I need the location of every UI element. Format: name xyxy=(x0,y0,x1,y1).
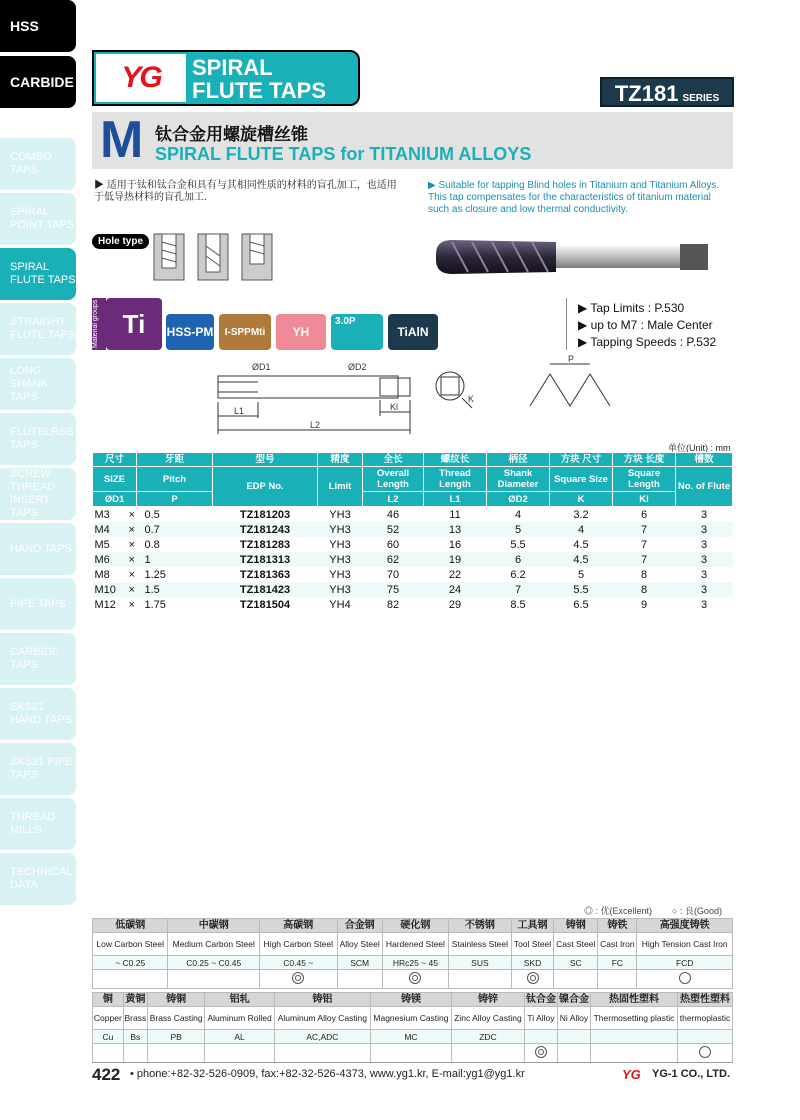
table-row xyxy=(93,537,733,552)
material-row-cn xyxy=(93,993,733,1007)
spec-cell-k: 4.5 xyxy=(573,538,589,551)
material-en: Thermosetting plastic xyxy=(590,1007,677,1030)
material-en: Cast Steel xyxy=(554,933,598,956)
hole-type-label: Hole type xyxy=(92,234,149,249)
spec-cell-k: 4 xyxy=(550,522,613,537)
excellent-mark-icon xyxy=(292,972,304,984)
d2-label: ØD2 xyxy=(348,362,367,372)
material-en: Cast Iron xyxy=(598,933,637,956)
spec-table xyxy=(92,452,733,612)
feature-tapping-speeds: ▶ Tapping Speeds : P.532 xyxy=(578,335,717,349)
spec-cell-k: 5 xyxy=(577,568,585,581)
material-en: Zinc Alloy Casting xyxy=(451,1007,524,1030)
material-spec xyxy=(590,1030,677,1044)
blind-hole-icon-2 xyxy=(198,234,228,280)
sidebar-tab-label: COMBO TAPS xyxy=(10,151,52,176)
material-en: Tool Steel xyxy=(511,933,553,956)
sidebar-tab-label: SKS21 HAND TAPS xyxy=(10,701,72,726)
material-en: Copper xyxy=(93,1007,124,1030)
excellent-mark-icon xyxy=(527,972,539,984)
sidebar-tab-label: CARBIDE xyxy=(10,73,74,90)
spec-cell-flutes: 3 xyxy=(676,552,733,567)
pitch-badge xyxy=(331,314,383,350)
sidebar-tab-straight-flute[interactable] xyxy=(0,303,76,355)
spec-cell-pitch: 1.5 xyxy=(137,582,213,597)
material-spec: SCM xyxy=(337,956,382,970)
material-cn: 钛合金 xyxy=(525,993,556,1005)
sidebar-tab-label: SPIRAL POINT TAPS xyxy=(10,206,75,231)
limit-header-cn: 精度 xyxy=(318,453,363,467)
limit-header-en: Limit xyxy=(318,467,363,507)
oal-header-cn: 全长 xyxy=(363,453,424,467)
spec-cell-l1: 13 xyxy=(424,522,487,537)
material-spec: ~ C0.25 xyxy=(93,956,168,970)
table-row xyxy=(93,567,733,582)
sidebar-tab-label: CARBIDE TAPS xyxy=(10,646,59,671)
spec-cell-size: M8 xyxy=(94,568,110,581)
material-cn: 铝轧 xyxy=(205,993,274,1007)
tap-dimension-drawing xyxy=(200,354,740,438)
material-row-en xyxy=(93,933,733,956)
product-title-cn: 钛合金用螺旋槽丝锥 xyxy=(155,125,308,144)
sidebar-tab-sks21-hand[interactable] xyxy=(0,688,76,740)
sidebar-tab-combo[interactable] xyxy=(0,138,76,190)
sl-header-cn: 方块 长度 xyxy=(613,453,676,467)
spec-cell-size: M3 xyxy=(94,508,110,521)
material-spec: Cu xyxy=(93,1030,124,1044)
sidebar-tab-spiral-flute[interactable] xyxy=(0,248,76,300)
sidebar-tab-technical-data[interactable] xyxy=(0,853,76,905)
material-rating xyxy=(123,1044,147,1063)
material-cn: 镍合金 xyxy=(558,993,589,1005)
spec-cell-edp: TZ181313 xyxy=(213,552,318,567)
material-spec: AC,ADC xyxy=(274,1030,370,1044)
spec-cell-l2: 52 xyxy=(363,522,424,537)
k-label: K xyxy=(468,394,475,404)
spec-cell-flutes: 3 xyxy=(676,522,733,537)
spec-cell-x: × xyxy=(128,508,135,521)
material-rating xyxy=(590,1044,677,1063)
pitch-header-sym: P xyxy=(137,492,213,507)
material-cn: 工具钢 xyxy=(511,919,553,933)
material-cn: 铸铜 xyxy=(147,993,204,1007)
spec-cell-pitch: 0.8 xyxy=(144,538,160,551)
material-spec: FC xyxy=(598,956,637,970)
material-spec: SUS xyxy=(448,956,511,970)
section-title-line1: SPIRAL xyxy=(192,55,273,80)
sl-header-sym: Kl xyxy=(613,492,676,507)
tl-header-sym: L1 xyxy=(424,492,487,507)
oal-header-en: Overall Length xyxy=(363,467,424,492)
spec-cell-edp: TZ181423 xyxy=(213,582,318,597)
material-row-mark xyxy=(93,1044,733,1063)
material-spec: SKD xyxy=(511,956,553,970)
edp-header-en: EDP No. xyxy=(213,467,318,507)
material-rating xyxy=(511,970,553,989)
table-row xyxy=(93,522,733,537)
spec-cell-l2: 46 xyxy=(386,508,400,521)
spec-cell-pitch: 1.25 xyxy=(144,568,166,581)
footer-logo: YG xyxy=(622,1067,641,1082)
material-table-1 xyxy=(92,918,733,989)
spec-cell-k: 6.5 xyxy=(573,598,589,611)
material-cn: 低碳钢 xyxy=(93,919,168,933)
description-cn: ▶ 适用于钛和钛合金和具有与其相同性质的材料的盲孔加工，也适用于低导热材料的盲孔加工. xyxy=(94,180,397,203)
sidebar-tab-sks21-pipe[interactable] xyxy=(0,743,76,795)
spec-cell-d2: 4 xyxy=(514,508,522,521)
spec-cell-pitch: 0.5 xyxy=(144,508,160,521)
spec-cell-size: M5 xyxy=(94,538,110,551)
spec-cell-flutes: 3 xyxy=(700,568,708,581)
material-row-en xyxy=(93,1007,733,1030)
spec-cell-x: × xyxy=(128,568,135,581)
feature-tap-limits: ▶ Tap Limits : P.530 xyxy=(578,301,685,315)
section-title xyxy=(192,56,326,102)
sd-header-en: Shank Diameter xyxy=(487,467,550,492)
spec-cell-limit: YH4 xyxy=(329,598,351,611)
sidebar-tab-label: PIPE TAPS xyxy=(10,597,66,610)
series-word: SERIES xyxy=(682,93,720,104)
sidebar-tab-thread-mills[interactable] xyxy=(0,798,76,850)
sidebar-tab-hss[interactable] xyxy=(0,0,76,52)
spec-cell-l2: 70 xyxy=(386,568,400,581)
material-row-spec xyxy=(93,1030,733,1044)
blind-hole-icon-3 xyxy=(242,234,272,280)
material-rating xyxy=(448,970,511,989)
d1-label: ØD1 xyxy=(252,362,271,372)
material-en: Ti Alloy xyxy=(524,1007,557,1030)
sidebar-tab-label: FLUTELRSS TAPS xyxy=(10,426,74,451)
sidebar-tab-fluteless[interactable] xyxy=(0,413,76,465)
spec-cell-l1: 19 xyxy=(424,552,487,567)
spec-cell-limit: YH3 xyxy=(318,552,363,567)
material-rating xyxy=(451,1044,524,1063)
spec-cell-l1: 11 xyxy=(449,508,461,521)
sidebar-tab-label: TECHNICAL DATA xyxy=(10,866,72,891)
l1-label: L1 xyxy=(234,406,245,416)
material-row-mark xyxy=(93,970,733,989)
sidebar-tab-carbide[interactable] xyxy=(0,56,76,108)
spec-cell-limit: YH3 xyxy=(329,508,351,521)
spec-cell-l1: 24 xyxy=(424,582,487,597)
size-header-sym: ØD1 xyxy=(93,492,137,507)
spec-cell-kl: 7 xyxy=(613,522,676,537)
material-rating xyxy=(260,970,338,989)
sidebar-tab-label: HSS xyxy=(10,17,39,34)
spec-cell-edp: TZ181504 xyxy=(239,598,291,611)
good-mark-icon xyxy=(679,972,691,984)
sidebar-tab-label: SPIRAL FLUTE TAPS xyxy=(10,261,76,286)
hole-type-diagrams xyxy=(150,232,280,284)
spec-cell-x: × xyxy=(128,523,135,536)
size-header-cn: 尺寸 xyxy=(93,453,137,467)
table-row xyxy=(93,597,733,612)
page-number: 422 xyxy=(92,1065,121,1084)
excellent-mark-icon xyxy=(409,972,421,984)
spec-cell-limit: YH3 xyxy=(329,538,351,551)
spec-cell-size: M10 xyxy=(93,582,128,597)
material-cn: 硬化钢 xyxy=(382,919,448,933)
spec-cell-edp: TZ181363 xyxy=(239,568,291,581)
ti-material-badge: Ti xyxy=(106,298,162,350)
coating-badge: I-SPPMti xyxy=(219,314,271,350)
material-en: High Tension Cast Iron xyxy=(637,933,733,956)
material-cn: 不锈钢 xyxy=(448,919,511,933)
spec-cell-x: × xyxy=(128,553,135,566)
spec-cell-kl: 9 xyxy=(640,598,648,611)
spec-cell-x: × xyxy=(128,583,135,596)
material-rating xyxy=(524,1044,557,1063)
material-rating xyxy=(637,970,733,989)
spec-cell-limit: YH3 xyxy=(329,568,351,581)
sidebar-tab-label: THREAD MILLS xyxy=(10,811,56,836)
material-cn: 中碳钢 xyxy=(168,919,260,933)
material-cn: 铜 xyxy=(93,993,124,1007)
spec-cell-l2: 82 xyxy=(386,598,400,611)
material-en: Stainless Steel xyxy=(448,933,511,956)
material-cn: 铸镁 xyxy=(370,993,451,1007)
material-en: Ni Alloy xyxy=(557,1007,590,1030)
spec-cell-edp: TZ181203 xyxy=(239,508,291,521)
material-row-spec xyxy=(93,956,733,970)
spec-cell-l1: 22 xyxy=(448,568,462,581)
table-row xyxy=(93,507,733,523)
material-spec: C0.25 ~ C0.45 xyxy=(168,956,260,970)
material-cn: 热固性塑料 xyxy=(590,993,677,1007)
table-row xyxy=(93,552,733,567)
material-en: Aluminum Rolled xyxy=(205,1007,274,1030)
sidebar-tab-pipe-taps[interactable] xyxy=(0,578,76,630)
sq-header-en: Square Size xyxy=(550,467,613,492)
material-spec xyxy=(524,1030,557,1044)
section-title-line2: FLUTE TAPS xyxy=(192,78,327,103)
spec-cell-pitch: 1.75 xyxy=(144,598,166,611)
tialn-badge: TiAlN xyxy=(388,314,438,350)
material-rating xyxy=(678,1044,733,1063)
legend-excellent: ◎ : 优(Excellent) xyxy=(584,906,653,916)
material-en: Aluminum Alloy Casting xyxy=(274,1007,370,1030)
material-en: Hardened Steel xyxy=(382,933,448,956)
material-spec: FCD xyxy=(637,956,733,970)
series-badge xyxy=(600,77,734,107)
material-spec: Bs xyxy=(123,1030,147,1044)
excellent-mark-icon xyxy=(535,1046,547,1058)
material-en: thermoplastic xyxy=(678,1007,733,1030)
material-cn: 铸钢 xyxy=(554,919,598,933)
spec-cell-x: × xyxy=(128,598,135,611)
description-en: ▶ Suitable for tapping Blind holes in Titanium and Titanium Alloys. This tap compensates for the characteristics of titanium material such as closure and low thermal conductivity. xyxy=(428,180,720,215)
yg-logo: YG xyxy=(96,54,186,102)
spec-cell-d2: 6 xyxy=(487,552,550,567)
spec-cell-kl: 7 xyxy=(640,538,648,551)
big-letter: M xyxy=(100,111,144,169)
spec-cell-kl: 8 xyxy=(613,582,676,597)
tap-product-image xyxy=(432,232,712,284)
contact-info: • phone:+82-32-526-0909, fax:+82-32-526-4373, www.yg1.kr, E-mail:yg1@yg1.kr xyxy=(130,1068,525,1080)
material-en: Brass Casting xyxy=(147,1007,204,1030)
spec-cell-flutes: 3 xyxy=(676,582,733,597)
spec-cell-limit: YH3 xyxy=(318,582,363,597)
sidebar-tab-screw-thread[interactable] xyxy=(0,468,76,520)
spec-cell-d2: 5.5 xyxy=(510,538,526,551)
oal-header-sym: L2 xyxy=(363,492,424,507)
material-spec: MC xyxy=(370,1030,451,1044)
series-code: TZ181 xyxy=(614,81,679,106)
material-en: Brass xyxy=(123,1007,147,1030)
material-rating xyxy=(168,970,260,989)
sidebar-tab-label: SCREW THREAD INSERT TAPS xyxy=(10,468,56,519)
sd-header-cn: 柄径 xyxy=(487,453,550,467)
material-rating xyxy=(274,1044,370,1063)
material-cn: 铸铝 xyxy=(274,993,370,1007)
spec-cell-flutes: 3 xyxy=(700,508,708,521)
spec-cell-pitch: 0.7 xyxy=(137,522,213,537)
material-en: Alloy Steel xyxy=(337,933,382,956)
sidebar-tab-spiral-point[interactable] xyxy=(0,193,76,245)
material-table-2 xyxy=(92,992,733,1063)
pitch-header-en: Pitch xyxy=(137,467,213,492)
spec-cell-kl: 7 xyxy=(613,552,676,567)
good-mark-icon xyxy=(699,1046,711,1058)
spec-cell-l2: 62 xyxy=(363,552,424,567)
material-en: Medium Carbon Steel xyxy=(168,933,260,956)
feature-male-center: ▶ up to M7 : Male Center xyxy=(578,318,713,332)
spec-cell-d2: 6.2 xyxy=(510,568,526,581)
sq-header-sym: K xyxy=(550,492,613,507)
blind-hole-icon-1 xyxy=(154,234,184,280)
material-rating xyxy=(382,970,448,989)
material-rating xyxy=(205,1044,274,1063)
legend-good: ○ : 良(Good) xyxy=(672,906,722,916)
material-rating xyxy=(93,1044,124,1063)
material-spec: SC xyxy=(554,956,598,970)
material-cn: 黄铜 xyxy=(123,993,147,1007)
spec-cell-l2: 60 xyxy=(386,538,400,551)
spec-cell-kl: 6 xyxy=(640,508,648,521)
product-title-bar xyxy=(92,112,733,169)
spec-cell-k: 5.5 xyxy=(550,582,613,597)
sl-header-en: Square Length xyxy=(613,467,676,492)
unit-label: 单位(Unit) : mm xyxy=(668,443,731,453)
footer xyxy=(92,1062,733,1085)
fl-header-cn: 槽数 xyxy=(676,453,733,467)
material-groups-label: Material groups xyxy=(92,298,106,350)
spec-cell-x: × xyxy=(128,538,135,551)
hss-pm-badge: HSS-PM xyxy=(166,314,214,350)
material-cn: 铸铁 xyxy=(598,919,637,933)
tl-header-en: Thread Length xyxy=(424,467,487,492)
material-cn: 高碳钢 xyxy=(260,919,338,933)
table-row xyxy=(93,582,733,597)
spec-cell-pitch: 1 xyxy=(137,552,213,567)
spec-cell-l1: 16 xyxy=(448,538,462,551)
sidebar-tab-label: LONG SHANK TAPS xyxy=(10,364,48,403)
material-cn: 热塑性塑料 xyxy=(678,993,733,1007)
material-spec: C0.45 ~ xyxy=(260,956,338,970)
material-rating xyxy=(337,970,382,989)
material-en: High Carbon Steel xyxy=(260,933,338,956)
material-rating xyxy=(370,1044,451,1063)
material-spec: ZDC xyxy=(451,1030,524,1044)
kl-label: Kl xyxy=(390,402,399,412)
spec-cell-edp: TZ181243 xyxy=(213,522,318,537)
material-spec: PB xyxy=(147,1030,204,1044)
edp-header-cn: 型号 xyxy=(213,453,318,467)
l2-label: L2 xyxy=(310,420,321,430)
spec-cell-limit: YH3 xyxy=(318,522,363,537)
material-rating xyxy=(554,970,598,989)
pitch-header-cn: 牙距 xyxy=(137,453,213,467)
material-spec xyxy=(678,1030,733,1044)
material-en: Magnesium Casting xyxy=(370,1007,451,1030)
company-name: YG-1 CO., LTD. xyxy=(652,1068,731,1080)
pitch-badge-label: 3.0P xyxy=(335,316,356,327)
sidebar-tab-label: HAND TAPS xyxy=(10,542,72,555)
sq-header-cn: 方块 尺寸 xyxy=(550,453,613,467)
spec-cell-edp: TZ181283 xyxy=(239,538,291,551)
material-rating xyxy=(557,1044,590,1063)
sidebar-tab-hand-taps[interactable] xyxy=(0,523,76,575)
spec-cell-size: M12 xyxy=(94,598,116,611)
spec-cell-d2: 8.5 xyxy=(510,598,526,611)
material-cn: 高强度铸铁 xyxy=(637,919,733,933)
material-en: Low Carbon Steel xyxy=(93,933,168,956)
material-row-cn xyxy=(93,919,733,933)
spec-cell-k: 4.5 xyxy=(550,552,613,567)
spec-cell-l2: 75 xyxy=(363,582,424,597)
tl-header-cn: 螺纹长 xyxy=(424,453,487,467)
material-cn: 铸锌 xyxy=(451,993,524,1007)
product-title-en: SPIRAL FLUTE TAPS for TITANIUM ALLOYS xyxy=(155,144,532,164)
sidebar xyxy=(0,0,78,1120)
material-cn: 合金钢 xyxy=(337,919,382,933)
sd-header-sym: ØD2 xyxy=(487,492,550,507)
spec-cell-d2: 7 xyxy=(487,582,550,597)
spec-cell-size: M6 xyxy=(93,552,128,567)
size-header-en: SIZE xyxy=(93,467,137,492)
sidebar-tab-long-shank[interactable] xyxy=(0,358,76,410)
spec-cell-flutes: 3 xyxy=(700,598,708,611)
sidebar-tab-label: SKS21 PIPE TAPS xyxy=(10,756,73,781)
material-spec: HRc25 ~ 45 xyxy=(382,956,448,970)
yh-badge: YH xyxy=(276,314,326,350)
header-banner xyxy=(92,50,360,106)
fl-header-en: No. of Flute xyxy=(676,467,733,507)
material-rating xyxy=(147,1044,204,1063)
spec-cell-k: 3.2 xyxy=(573,508,589,521)
p-label: P xyxy=(568,354,575,364)
material-rating xyxy=(93,970,168,989)
sidebar-tab-label: STRAIGHT FLUTE TAPS xyxy=(10,316,76,341)
material-spec: AL xyxy=(205,1030,274,1044)
spec-cell-kl: 8 xyxy=(640,568,648,581)
spec-cell-size: M4 xyxy=(93,522,128,537)
material-rating xyxy=(598,970,637,989)
spec-cell-d2: 5 xyxy=(487,522,550,537)
spec-cell-l1: 29 xyxy=(448,598,462,611)
material-spec xyxy=(557,1030,590,1044)
sidebar-tab-carbide-taps[interactable] xyxy=(0,633,76,685)
spec-cell-flutes: 3 xyxy=(700,538,708,551)
